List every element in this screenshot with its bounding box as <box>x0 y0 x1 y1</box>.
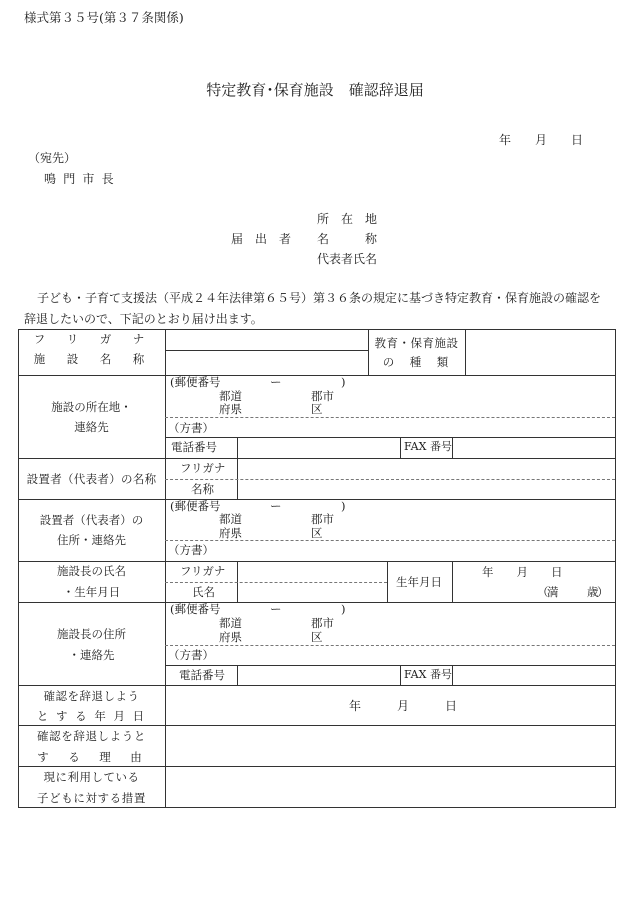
prefecture-label: 都道 <box>219 512 242 526</box>
phone-label: 電話番号 <box>179 668 225 682</box>
document-title: 特定教育･保育施設 確認辞退届 <box>206 81 424 99</box>
postal-code-close: ) <box>341 499 346 513</box>
row-divider <box>18 602 616 603</box>
birthdate-label: 生年月日 <box>396 575 442 589</box>
cell-divider <box>452 561 453 602</box>
row-divider <box>18 499 616 500</box>
row-divider <box>18 375 616 376</box>
facility-phone-field <box>238 438 399 457</box>
child-measures-label: 子どもに対する措置 <box>37 791 146 805</box>
director-address-label: 施設長の住所 <box>57 627 126 641</box>
submission-date: 年 月 日 <box>499 133 584 147</box>
facility-name-field <box>166 351 367 374</box>
postal-code-label: (郵便番号 <box>170 499 221 513</box>
founder-address-label: 住所・連絡先 <box>57 533 126 547</box>
fax-label: FAX 番号 <box>404 668 452 681</box>
phone-label: 電話番号 <box>171 440 217 454</box>
founder-name-field <box>238 480 614 498</box>
director-phone-field <box>238 666 399 684</box>
address-note-label: （方書） <box>168 421 214 435</box>
withdrawal-reason-field <box>166 726 614 765</box>
postal-code-dash: ー <box>270 375 282 389</box>
row-divider <box>18 685 616 686</box>
director-name-sub-label: 氏名 <box>192 585 215 599</box>
form-number: 様式第３５号(第３７条関係) <box>24 10 184 25</box>
withdrawal-date-label: 確認を辞退しよう <box>43 689 140 703</box>
facility-furigana-field <box>166 330 367 349</box>
postal-code-close: ) <box>341 602 346 616</box>
prefecture-label: 府県 <box>219 630 242 644</box>
facility-type-label: の 種 類 <box>382 355 451 369</box>
facility-fax-field <box>453 438 614 457</box>
cell-divider <box>400 437 401 458</box>
intro-text-line: 辞退したいので、下記のとおり届け出ます。 <box>24 312 263 326</box>
director-name-field <box>238 583 386 601</box>
prefecture-label: 都道 <box>219 389 242 403</box>
fax-label: FAX 番号 <box>404 440 452 453</box>
prefecture-label: 府県 <box>219 402 242 416</box>
dashed-divider <box>165 645 615 646</box>
addressee: 鳴 門 市 長 <box>44 172 116 186</box>
municipality-label: 郡市 <box>311 616 334 630</box>
prefecture-label: 府県 <box>219 526 242 540</box>
facility-name-label: 施 設 名 称 <box>33 352 150 366</box>
intro-text-line: 子ども・子育て支援法（平成２４年法律第６５号）第３６条の規定に基づき特定教育・保育施設の確認を <box>37 291 602 305</box>
address-note-label: （方書） <box>168 648 214 662</box>
cell-divider <box>400 665 401 685</box>
filer-representative-label: 代表者氏名 <box>317 252 378 266</box>
postal-code-label: (郵便番号 <box>170 602 221 616</box>
director-name-label: 施設長の氏名 <box>57 564 126 578</box>
age-field: （満 歳） <box>537 585 607 599</box>
municipality-label: 区 <box>311 526 323 540</box>
prefecture-label: 都道 <box>219 616 242 630</box>
municipality-label: 郡市 <box>311 389 334 403</box>
director-address-label: ・連絡先 <box>68 648 115 662</box>
postal-code-label: (郵便番号 <box>170 375 221 389</box>
facility-location-label: 施設の所在地・ <box>51 400 132 414</box>
dashed-divider <box>165 417 615 418</box>
director-furigana-label: フリガナ <box>180 564 226 578</box>
facility-type-field <box>466 330 614 374</box>
facility-type-label: 教育・保育施設 <box>374 336 459 350</box>
postal-code-dash: ー <box>270 602 282 616</box>
founder-name-label: 設置者（代表者）の名称 <box>26 472 157 486</box>
director-name-label: ・生年月日 <box>62 585 121 599</box>
withdrawal-date-field: 年 月 日 <box>349 699 458 713</box>
child-measures-field <box>166 767 614 806</box>
dashed-divider <box>165 540 615 541</box>
filer-name-label: 名 称 <box>317 232 378 246</box>
withdrawal-date-label: と す る 年 月 日 <box>36 709 147 723</box>
filer-address-label: 所 在 地 <box>317 212 378 226</box>
founder-furigana-label: フリガナ <box>180 461 226 475</box>
founder-name-sub-label: 名称 <box>191 482 214 496</box>
municipality-label: 郡市 <box>311 512 334 526</box>
cell-divider <box>387 561 388 602</box>
addressee-label: （宛先） <box>28 151 77 165</box>
birthdate-field: 年 月 日 <box>482 565 563 579</box>
founder-furigana-field <box>238 459 614 478</box>
municipality-label: 区 <box>311 630 323 644</box>
withdrawal-reason-label: す る 理 由 <box>37 750 146 764</box>
postal-code-close: ) <box>341 375 346 389</box>
municipality-label: 区 <box>311 402 323 416</box>
director-fax-field <box>453 666 614 684</box>
director-furigana-field <box>238 562 386 581</box>
facility-location-label: 連絡先 <box>74 420 109 434</box>
child-measures-label: 現に利用している <box>43 770 140 784</box>
withdrawal-reason-label: 確認を辞退しようと <box>37 729 146 743</box>
address-note-label: （方書） <box>168 543 214 557</box>
facility-furigana-label: フ リ ガ ナ <box>33 332 150 346</box>
founder-address-label: 設置者（代表者）の <box>39 513 144 527</box>
filer-label: 届 出 者 <box>231 232 292 246</box>
postal-code-dash: ー <box>270 499 282 513</box>
